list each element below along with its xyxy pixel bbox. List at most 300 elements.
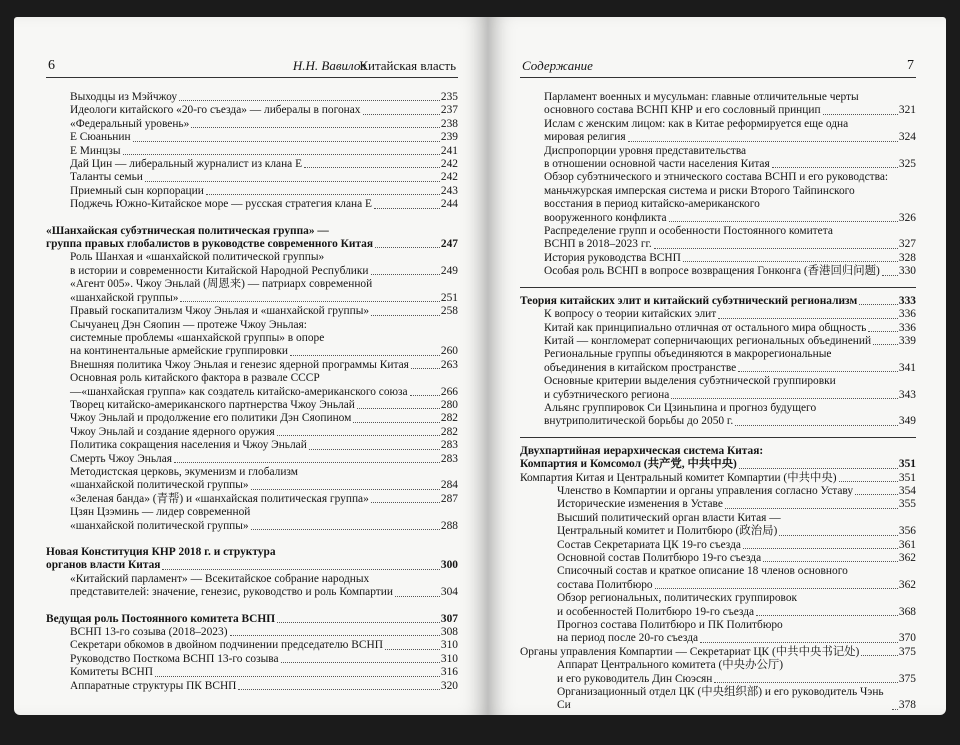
dot-leader [180, 301, 439, 302]
toc-entry-title: Ислам с женским лицом: как в Китае реформируется еще одна [544, 117, 849, 130]
dot-leader [357, 408, 440, 409]
dot-leader [191, 127, 440, 128]
toc-entry-title: и субэтнического региона [544, 388, 670, 401]
left-page [14, 17, 488, 715]
toc-entry-page: 282 [440, 412, 458, 425]
dot-leader [700, 642, 898, 643]
toc-entry-page: 324 [898, 131, 916, 144]
toc-entry-title: Ведущая роль Постоянного комитета ВСНП [46, 612, 276, 625]
toc-entry-title: внутриполитической борьбы до 2050 г. [544, 415, 734, 428]
dot-leader [839, 481, 898, 482]
toc-entry [520, 632, 916, 645]
dot-leader [251, 529, 440, 530]
toc-entry-page: 284 [440, 479, 458, 492]
toc-entry-page: 330 [898, 265, 916, 278]
toc-entry [520, 552, 916, 565]
toc-entry-title: основного состава ВСНП КНР и его сословный принцип [544, 104, 821, 117]
toc-entry-title: Основная роль китайского фактора в развале СССР [70, 372, 320, 385]
toc-entry [46, 573, 458, 586]
toc-entry-title: —«шанхайская группа» как создатель китайско-американского союза [70, 385, 408, 398]
toc-entry-title: представителей: значение, генезис, руководство и роль Компартии [70, 586, 393, 599]
left-page-header [46, 55, 458, 78]
toc-entry-page: 280 [440, 398, 458, 411]
toc-entry [46, 493, 458, 506]
toc-entry [520, 145, 916, 158]
toc-entry-title: «Зеленая банда» (青帮) и «шанхайская политическая группа» [70, 492, 369, 505]
toc-entry [520, 238, 916, 251]
toc-entry-page: 336 [898, 308, 916, 321]
toc-entry-title: Секретари обкомов в двойном подчинении председателю ВСНП [70, 639, 383, 652]
dot-leader [371, 502, 440, 503]
dot-leader [735, 425, 898, 426]
toc-entry [46, 158, 458, 171]
toc-entry-page: 235 [440, 91, 458, 103]
toc-entry-title: Обзор субэтнического и этнического состава ВСНП и его руководства: [544, 171, 889, 184]
toc-entry-page: 287 [440, 492, 458, 505]
toc-entry [46, 332, 458, 345]
toc-entry [46, 666, 458, 679]
toc-entry-title: Высший политический орган власти Китая — [557, 511, 781, 524]
toc-entry-page: 349 [898, 415, 916, 428]
toc-entry-page: 239 [440, 131, 458, 144]
toc-entry [520, 265, 916, 278]
right-page-header [520, 55, 916, 78]
toc-entry-title: в отношении основной части населения Китая [544, 158, 770, 171]
toc-entry-title: Аппарат Центрального комитета (中央办公厅) [557, 659, 784, 672]
toc-entry-page: 320 [440, 679, 458, 692]
toc-entry [520, 131, 916, 144]
toc-entry [520, 91, 916, 104]
toc-left [46, 91, 458, 693]
dot-leader [873, 344, 898, 345]
toc-entry-page: 316 [440, 666, 458, 679]
toc-entry-title: органов власти Китая [46, 559, 161, 572]
toc-entry [46, 653, 458, 666]
toc-entry-title: Цзян Цзэминь — лидер современной [70, 506, 251, 519]
toc-entry-title: Компартия и Комсомол (共产党, 中共中央) [520, 458, 737, 471]
toc-entry-title: «Китайский парламент» — Всекитайское собрание народных [70, 572, 370, 585]
dot-leader [155, 676, 440, 677]
toc-entry-page: 368 [898, 605, 916, 618]
dot-leader [174, 462, 440, 463]
toc-entry-title: ВСНП 13-го созыва (2018–2023) [70, 626, 228, 639]
toc-entry [520, 592, 916, 605]
toc-entry [46, 345, 458, 358]
toc-entry-page: 378 [898, 699, 916, 712]
dot-leader [411, 368, 440, 369]
toc-entry-title: Аппаратные структуры ПК ВСНП [70, 679, 237, 692]
dot-leader [371, 315, 440, 316]
toc-entry [46, 412, 458, 425]
toc-entry [46, 185, 458, 198]
toc-entry [520, 118, 916, 131]
toc-entry [46, 506, 458, 519]
toc-entry-page: 327 [898, 238, 916, 251]
toc-entry [46, 198, 458, 211]
toc-entry-title: Творец китайско-американского партнерства Чжоу Эньлай [70, 398, 355, 411]
toc-entry [520, 498, 916, 511]
toc-entry-page: 336 [898, 321, 916, 334]
toc-entry-page: 326 [898, 211, 916, 224]
toc-entry-page: 339 [898, 334, 916, 347]
toc-entry-title: ВСНП в 2018–2023 гг. [544, 238, 652, 251]
toc-entry-title: Чжоу Эньлай и создание ядерного оружия [70, 425, 275, 438]
toc-entry-page: 242 [440, 158, 458, 171]
toc-entry-page: 356 [898, 525, 916, 538]
toc-entry-page: 263 [440, 358, 458, 371]
toc-entry-title: на континентальные армейские группировки [70, 345, 288, 358]
toc-entry [520, 659, 916, 672]
toc-entry-title: Смерть Чжоу Эньлая [70, 452, 173, 465]
dot-leader [309, 449, 440, 450]
toc-entry-title: мировая религия [544, 131, 626, 144]
toc-entry-title: и особенностей Политбюро 19-го съезда [557, 605, 755, 618]
toc-chapter-line [46, 613, 458, 626]
toc-entry [46, 386, 458, 399]
section-gap [46, 212, 458, 225]
toc-entry-page: 244 [440, 198, 458, 211]
toc-entry-page: 370 [898, 632, 916, 645]
toc-entry [46, 131, 458, 144]
toc-chapter-line [520, 295, 916, 308]
right-page [488, 17, 946, 715]
toc-entry-title: Поджечь Южно-Китайское море — русская стратегия клана Е [70, 198, 373, 211]
toc-entry [46, 305, 458, 318]
dot-leader [756, 615, 898, 616]
toc-entry-page: 258 [440, 305, 458, 318]
toc-entry-page: 325 [898, 158, 916, 171]
dot-leader [395, 596, 440, 597]
dot-leader [123, 154, 440, 155]
section-gap [46, 533, 458, 546]
toc-entry [46, 278, 458, 291]
dot-leader [353, 422, 440, 423]
dot-leader [410, 395, 440, 396]
dot-leader [892, 709, 898, 710]
toc-entry [520, 512, 916, 525]
header-book-title: Китайская власть [359, 58, 456, 73]
toc-entry [46, 586, 458, 599]
toc-entry-title: Списочный состав и краткое описание 18 членов основного [557, 565, 848, 578]
toc-entry-page: 304 [440, 586, 458, 599]
dot-leader [162, 569, 439, 570]
toc-entry [46, 479, 458, 492]
toc-entry-title: «Шанхайская субэтническая политическая группа» — [46, 224, 329, 237]
dot-leader [206, 194, 440, 195]
dot-leader [738, 371, 898, 372]
toc-entry-title: Членство в Компартии и органы управления согласно Уставу [557, 484, 854, 497]
toc-chapter-line [520, 458, 916, 471]
toc-entry-page: 328 [898, 251, 916, 264]
toc-entry-title: Диспропорции уровня представительства [544, 144, 747, 157]
toc-entry-page: 341 [898, 361, 916, 374]
toc-entry-title: Обзор региональных, политических группировок [557, 592, 798, 605]
toc-entry-title: Распределение групп и особенности Постоянного комитета [544, 225, 833, 238]
toc-entry-title: Руководство Посткома ВСНП 13-го созыва [70, 652, 279, 665]
toc-entry [520, 472, 916, 485]
dot-leader [145, 181, 440, 182]
dot-leader [654, 248, 898, 249]
toc-entry-title: Е Минцзы [70, 144, 121, 157]
toc-entry-title: Основные критерии выделения субэтнической группировки [544, 375, 836, 388]
toc-entry-page: 282 [440, 425, 458, 438]
dot-leader [718, 318, 898, 319]
toc-entry-page: 243 [440, 184, 458, 197]
dot-leader [371, 274, 440, 275]
toc-entry-title: Состав Секретариата ЦК 19-го съезда [557, 538, 741, 551]
toc-entry [520, 225, 916, 238]
toc-entry-page: 355 [898, 498, 916, 511]
toc-entry-title: Центральный комитет и Политбюро (政治局) [557, 525, 778, 538]
dot-leader [363, 114, 440, 115]
dot-leader [669, 221, 898, 222]
toc-entry [46, 626, 458, 639]
dot-leader [655, 588, 898, 589]
toc-entry [520, 565, 916, 578]
toc-entry [520, 415, 916, 428]
toc-entry-page: 251 [440, 291, 458, 304]
toc-entry-page: 241 [440, 144, 458, 157]
toc-entry [520, 673, 916, 686]
toc-entry-title: Двухпартийная иерархическая система Китая: [520, 444, 764, 457]
toc-entry [46, 251, 458, 264]
toc-entry-page: 310 [440, 652, 458, 665]
toc-entry [46, 145, 458, 158]
dot-leader [290, 355, 440, 356]
dot-leader [739, 468, 898, 469]
dot-leader [230, 635, 440, 636]
toc-entry-title: системные проблемы «шанхайской группы» в опоре [70, 331, 325, 344]
toc-entry-title: группа правых глобалистов в руководстве современного Китая [46, 238, 374, 251]
toc-entry-title: Таланты семьи [70, 171, 143, 184]
dot-leader [868, 331, 898, 332]
dot-leader [763, 561, 898, 562]
toc-entry-page: 333 [898, 294, 916, 307]
dot-leader [238, 689, 440, 690]
toc-entry-title: Прогноз состава Политбюро и ПК Политбюро [557, 619, 783, 632]
toc-chapter-line [520, 445, 916, 458]
toc-entry-title: «Федеральный уровень» [70, 117, 190, 130]
toc-entry [46, 520, 458, 533]
toc-entry [46, 319, 458, 332]
toc-entry-page: 260 [440, 345, 458, 358]
toc-entry-page: 361 [898, 538, 916, 551]
toc-entry [520, 158, 916, 171]
toc-entry-title: Идеологи китайского «20-го съезда» — либералы в погонах [70, 104, 361, 117]
toc-entry-title: «шанхайской политической группы» [70, 519, 249, 532]
dot-leader [251, 489, 440, 490]
toc-entry [46, 426, 458, 439]
section-gap [46, 600, 458, 613]
toc-entry [520, 348, 916, 361]
toc-chapter-line [46, 559, 458, 572]
toc-entry [46, 91, 458, 104]
toc-entry [520, 686, 916, 713]
toc-entry [520, 322, 916, 335]
dot-leader [304, 167, 440, 168]
dot-leader [823, 114, 898, 115]
dot-leader [859, 304, 898, 305]
toc-entry-title: Исторические изменения в Уставе [557, 498, 723, 511]
toc-entry [520, 171, 916, 184]
dot-leader [374, 208, 440, 209]
toc-entry-page: 308 [440, 626, 458, 639]
toc-entry-title: Чжоу Эньлай и продолжение его политики Дэн Сяопином [70, 412, 352, 425]
toc-entry-title: восстания в период китайско-американского [544, 198, 760, 211]
dot-leader [882, 275, 898, 276]
toc-entry-title: Е Сюаньнин [70, 131, 131, 144]
toc-entry-title: Теория китайских элит и китайский субэтнический регионализм [520, 294, 858, 307]
dot-leader [772, 167, 898, 168]
toc-entry-page: 343 [898, 388, 916, 401]
toc-entry-page: 351 [898, 458, 916, 471]
toc-entry [520, 104, 916, 117]
toc-entry-page: 310 [440, 639, 458, 652]
dot-leader [714, 682, 898, 683]
header-author: Н.Н. Вавилов [292, 58, 366, 73]
toc-entry-title: «Агент 005». Чжоу Эньлай (周恩来) — патриарх современной [70, 278, 373, 291]
toc-entry-title: К вопросу о теории китайских элит [544, 308, 717, 321]
toc-entry [520, 402, 916, 415]
toc-entry [46, 118, 458, 131]
dot-leader [861, 655, 898, 656]
toc-entry-title: Комитеты ВСНП [70, 666, 153, 679]
dot-leader [281, 662, 440, 663]
dot-leader [277, 435, 440, 436]
toc-entry-title: Сычуанец Дэн Сяопин — протеже Чжоу Эньлая: [70, 318, 307, 331]
toc-entry-title: История руководства ВСНП [544, 251, 681, 264]
toc-entry-page: 247 [440, 238, 458, 251]
dot-leader [375, 247, 440, 248]
toc-entry-title: Органы управления Компартии — Секретариат ЦК (中共中央书记处) [520, 645, 860, 658]
toc-entry [520, 606, 916, 619]
toc-entry [46, 359, 458, 372]
toc-entry-title: Особая роль ВСНП в вопросе возвращения Гонконга (香港回归问题) [544, 265, 880, 278]
toc-entry-page: 321 [898, 104, 916, 117]
toc-entry-title: Новая Конституция КНР 2018 г. и структура [46, 546, 276, 558]
dot-leader [683, 261, 898, 262]
toc-entry [520, 375, 916, 388]
toc-entry [46, 453, 458, 466]
toc-entry [520, 525, 916, 538]
toc-entry [520, 646, 916, 659]
toc-entry-page: 237 [440, 104, 458, 117]
toc-entry-page: 266 [440, 385, 458, 398]
toc-entry-page: 362 [898, 578, 916, 591]
toc-entry-title: «шанхайской группы» [70, 291, 179, 304]
toc-entry [520, 485, 916, 498]
toc-entry-title: на период после 20-го съезда [557, 632, 699, 645]
toc-entry-title: Региональные группы объединяются в макрорегиональные [544, 348, 832, 361]
dot-leader [133, 141, 440, 142]
toc-entry [520, 362, 916, 375]
toc-entry-page: 249 [440, 264, 458, 277]
toc-entry [46, 292, 458, 305]
toc-entry [520, 185, 916, 198]
toc-entry [46, 265, 458, 278]
dot-leader [385, 649, 440, 650]
toc-right [520, 91, 916, 713]
toc-entry-page: 354 [898, 484, 916, 497]
toc-entry-page: 283 [440, 439, 458, 452]
toc-entry [46, 171, 458, 184]
toc-entry-page: 288 [440, 519, 458, 532]
toc-entry [46, 399, 458, 412]
toc-entry-title: Выходцы из Мэйчжоу [70, 91, 178, 103]
toc-entry-title: Основной состав Политбюро 19-го съезда [557, 552, 762, 564]
section-divider [520, 287, 916, 288]
toc-entry-title: Организационный отдел ЦК (中央组织部) и его руководитель Чэнь Си [557, 686, 884, 712]
toc-entry [520, 579, 916, 592]
toc-entry-title: состава Политбюро [557, 578, 653, 591]
page-number: 7 [907, 58, 914, 73]
toc-entry-title: Альянс группировок Си Цзиньпина и прогноз будущего [544, 401, 817, 414]
toc-entry-title: «шанхайской политической группы» [70, 479, 249, 492]
toc-chapter-line [46, 225, 458, 238]
toc-entry-title: Правый госкапитализм Чжоу Эньлая и «шанхайской группы» [70, 305, 370, 318]
toc-entry [46, 104, 458, 117]
toc-entry [520, 212, 916, 225]
toc-entry-title: объединения в китайском пространстве [544, 361, 737, 374]
toc-entry [520, 308, 916, 321]
toc-entry [46, 372, 458, 385]
toc-entry-title: Приемный сын корпорации [70, 184, 204, 197]
page-number: 6 [48, 58, 55, 73]
toc-chapter-line [46, 546, 458, 559]
toc-entry-title: Китай — конгломерат соперничающих региональных объединений [544, 334, 872, 347]
toc-entry-title: Парламент военных и мусульман: главные отличительные черты [544, 91, 859, 103]
toc-entry-page: 375 [898, 645, 916, 658]
toc-entry [46, 680, 458, 693]
toc-entry-page: 283 [440, 452, 458, 465]
toc-entry [520, 539, 916, 552]
toc-entry [46, 639, 458, 652]
toc-entry-title: Внешняя политика Чжоу Эньлая и генезис ядерной программы Китая [70, 358, 409, 371]
toc-entry-page: 351 [898, 471, 916, 484]
toc-entry-page: 238 [440, 117, 458, 130]
toc-entry [520, 389, 916, 402]
toc-entry [520, 252, 916, 265]
toc-entry-title: Роль Шанхая и «шанхайской политической группы» [70, 251, 325, 264]
section-divider [520, 437, 916, 438]
toc-entry [46, 466, 458, 479]
dot-leader [179, 100, 440, 101]
toc-entry-title: Компартия Китая и Центральный комитет Компартии (中共中央) [520, 471, 837, 484]
header-section: Содержание [522, 58, 593, 73]
toc-entry-page: 307 [440, 612, 458, 625]
toc-entry-page: 375 [898, 672, 916, 685]
toc-entry-title: Политика сокращения населения и Чжоу Эньлай [70, 439, 307, 452]
toc-entry-page: 242 [440, 171, 458, 184]
toc-entry-title: в истории и современности Китайской Народной Республики [70, 264, 369, 277]
toc-entry-title: вооруженного конфликта [544, 211, 667, 224]
dot-leader [277, 622, 440, 623]
toc-entry-title: маньчжурская имперская система и риски Второго Тайпинского [544, 184, 855, 197]
toc-entry-title: Методистская церковь, экуменизм и глобализм [70, 465, 298, 478]
toc-entry [520, 619, 916, 632]
toc-entry-page: 300 [440, 559, 458, 572]
toc-chapter-line [46, 238, 458, 251]
toc-entry-title: Китай как принципиально отличная от остального мира общность [544, 321, 867, 334]
toc-entry [520, 335, 916, 348]
toc-entry [520, 198, 916, 211]
dot-leader [743, 548, 898, 549]
dot-leader [855, 494, 898, 495]
toc-entry-title: Дай Цин — либеральный журналист из клана Е [70, 158, 303, 171]
dot-leader [628, 141, 898, 142]
dot-leader [671, 398, 898, 399]
toc-entry-page: 362 [898, 552, 916, 564]
